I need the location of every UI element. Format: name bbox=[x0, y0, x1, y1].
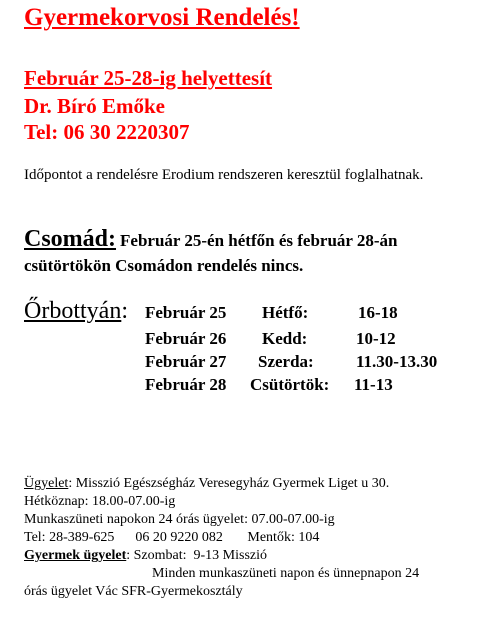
csomad-text-2: csütörtökön Csomádon rendelés nincs. bbox=[24, 256, 304, 275]
page-title: Gyermekorvosi Rendelés! bbox=[24, 4, 300, 31]
child-duty-line bbox=[24, 548, 267, 564]
duty-holidays: Munkaszüneti napokon 24 órás ügyelet: 07.00-07.00-ig bbox=[24, 512, 335, 527]
orbottyan-heading bbox=[24, 298, 128, 325]
schedule-hours-2: 10-12 bbox=[356, 329, 396, 348]
csomad-line bbox=[24, 226, 398, 253]
schedule-day-4: Csütörtök: bbox=[250, 375, 330, 394]
duty-phones: Tel: 28-389-625 06 20 9220 082 Mentők: 104 bbox=[24, 530, 320, 545]
holiday-duty-2: órás ügyelet Vác SFR-Gyermekosztály bbox=[24, 584, 243, 599]
duty-address: : Misszió Egészségház Veresegyház Gyermek Liget u 30. bbox=[68, 476, 390, 491]
schedule-hours-1: 16-18 bbox=[358, 303, 398, 322]
csomad-city: Csomád: bbox=[24, 226, 117, 252]
schedule-date-2: Február 26 bbox=[145, 329, 227, 348]
duty-label: Ügyelet bbox=[24, 476, 69, 491]
orbottyan-colon: : bbox=[121, 298, 128, 324]
csomad-text-1: Február 25-én hétfőn és február 28-án bbox=[120, 231, 398, 250]
orbottyan-city: Őrbottyán bbox=[24, 298, 122, 324]
schedule-date-1: Február 25 bbox=[145, 303, 227, 322]
doctor-name: Dr. Bíró Emőke bbox=[24, 94, 165, 118]
duty-line bbox=[24, 476, 389, 492]
duty-weekdays: Hétköznap: 18.00-07.00-ig bbox=[24, 494, 176, 509]
schedule-hours-3: 11.30-13.30 bbox=[356, 352, 438, 371]
schedule-date-4: Február 28 bbox=[145, 375, 227, 394]
schedule-day-1: Hétfő: bbox=[262, 303, 309, 322]
schedule-hours-4: 11-13 bbox=[354, 375, 393, 394]
schedule-day-2: Kedd: bbox=[262, 329, 308, 348]
child-duty-text: : Szombat: 9-13 Misszió bbox=[126, 548, 268, 563]
child-duty-label: Gyermek ügyelet bbox=[24, 548, 127, 563]
booking-info: Időpontot a rendelésre Erodium rendszeren keresztül foglalhatnak. bbox=[24, 167, 424, 183]
schedule-date-3: Február 27 bbox=[145, 352, 227, 371]
holiday-duty-1: Minden munkaszüneti napon és ünnepnapon 24 bbox=[152, 566, 420, 581]
substitution-heading: Február 25-28-ig helyettesít bbox=[24, 66, 273, 90]
doctor-phone: Tel: 06 30 2220307 bbox=[24, 120, 190, 144]
schedule-day-3: Szerda: bbox=[258, 352, 314, 371]
